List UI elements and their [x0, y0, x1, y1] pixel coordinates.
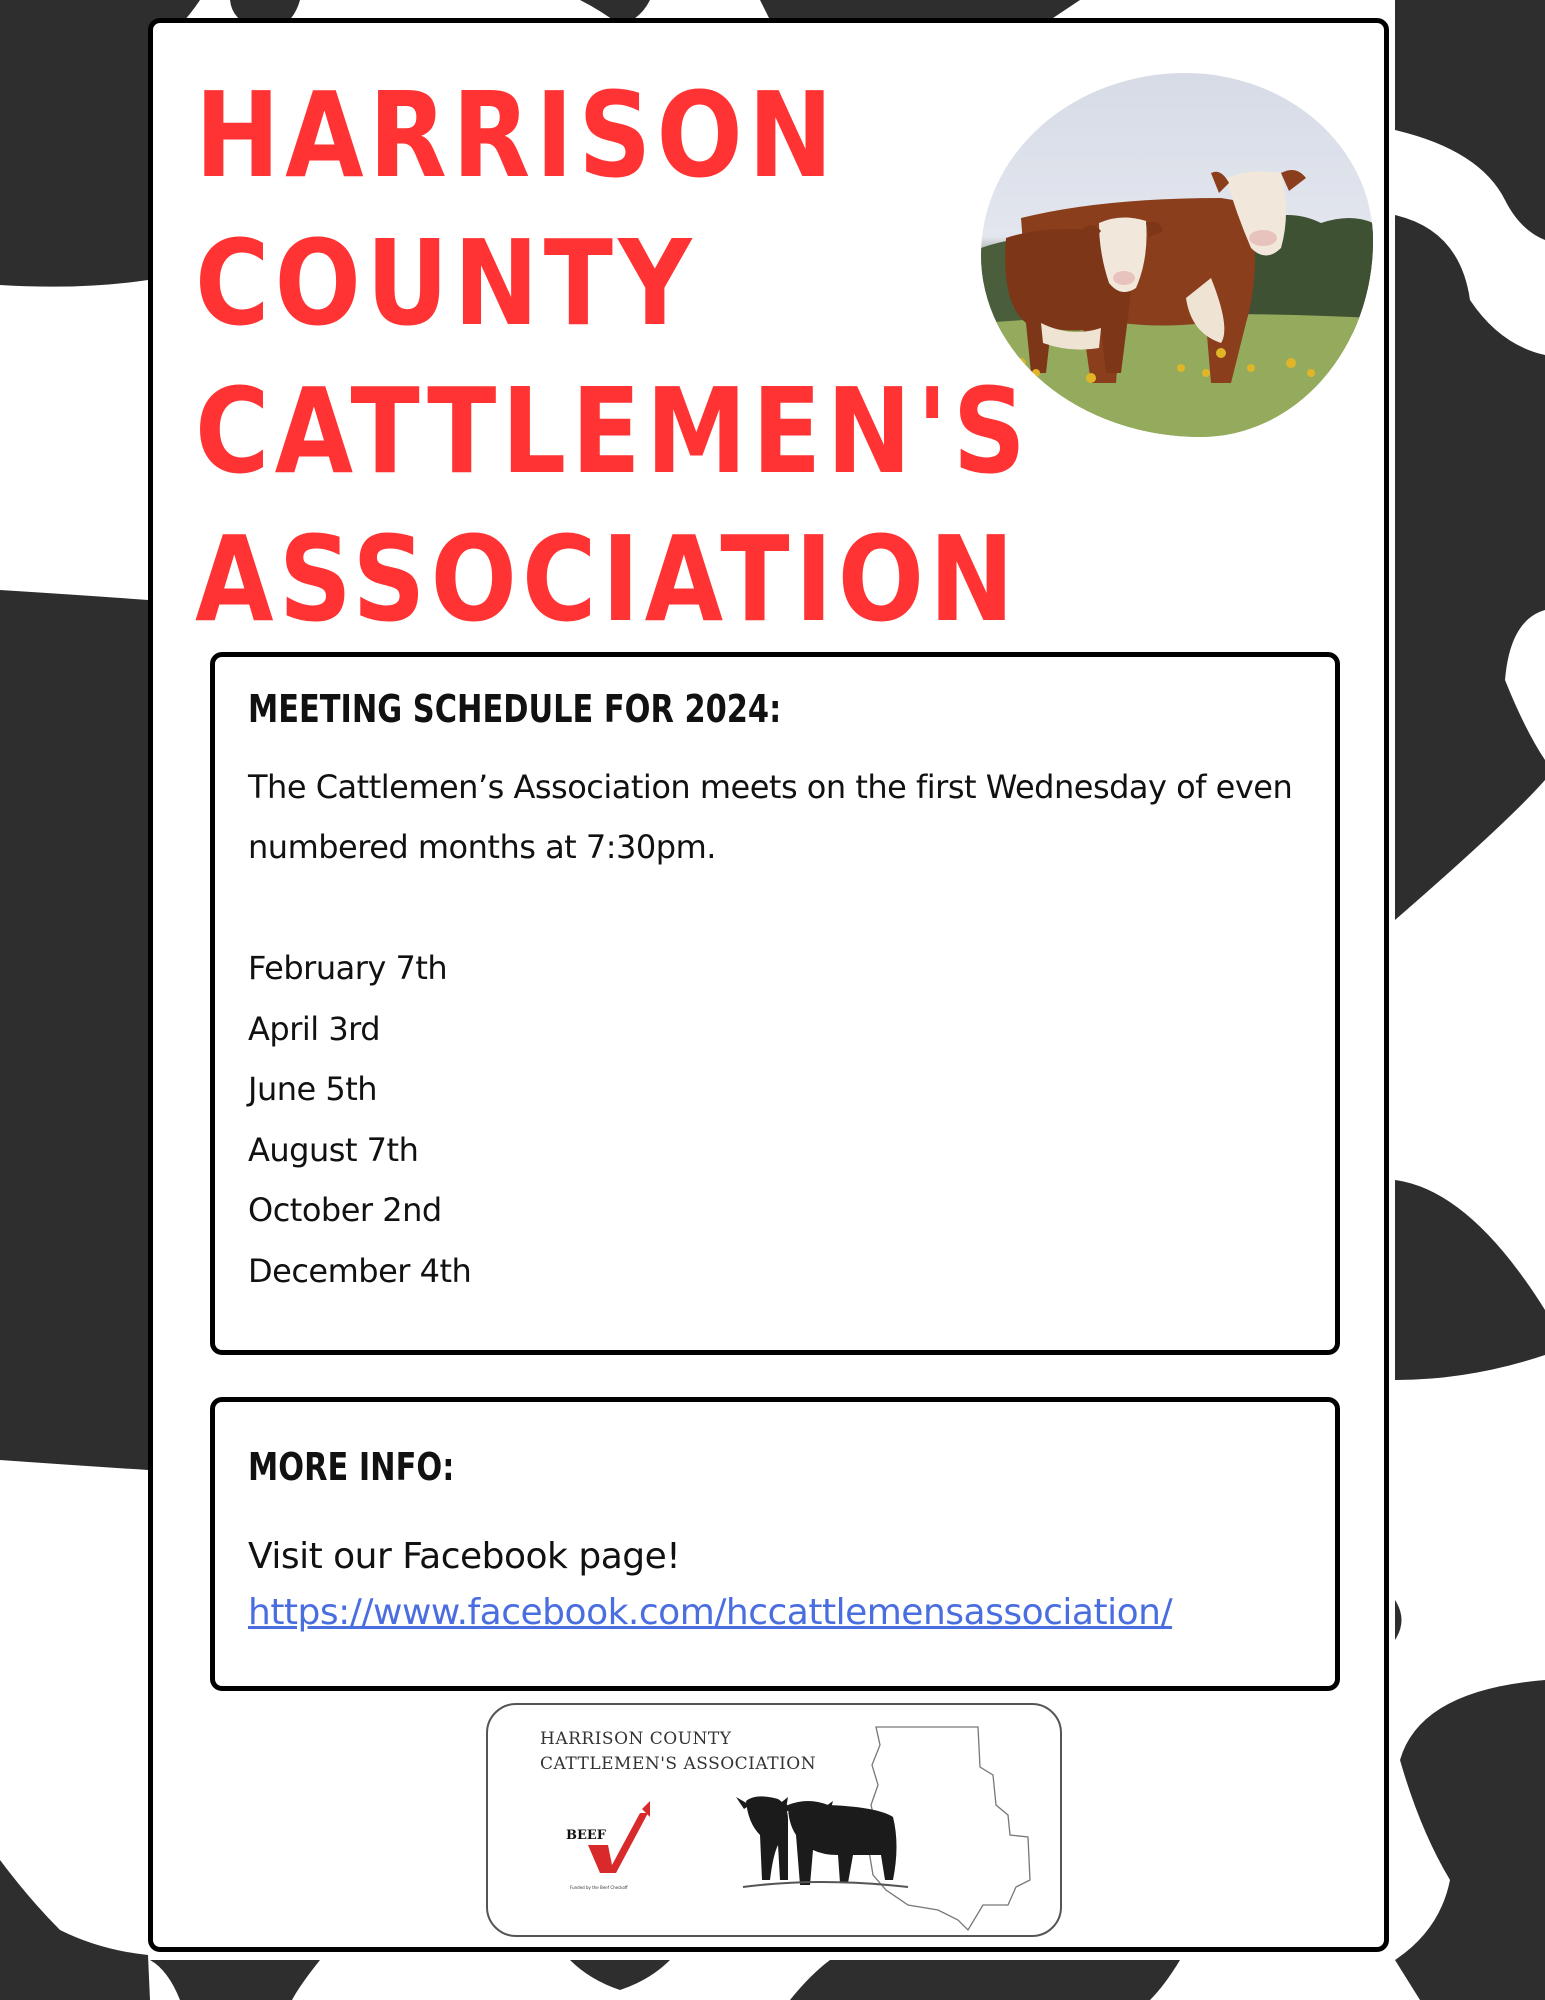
svg-text:Funded by the Beef Checkoff: Funded by the Beef Checkoff — [570, 1885, 628, 1890]
svg-text:BEEF: BEEF — [566, 1828, 607, 1843]
meeting-date: February 7th — [248, 949, 448, 987]
meeting-date: April 3rd — [248, 1009, 381, 1048]
more-info-panel — [210, 1397, 1340, 1691]
meeting-schedule-panel — [210, 652, 1340, 1355]
meeting-date: August 7th — [248, 1130, 419, 1169]
logo-org-line-1: HARRISON COUNTY — [540, 1729, 732, 1749]
more-info-heading: MORE INFO: — [248, 1445, 455, 1489]
title-line-3: CATTLEMEN'S — [195, 362, 1032, 500]
black-angus-calves-icon — [736, 1796, 908, 1887]
meeting-date: June 5th — [248, 1070, 378, 1108]
facebook-link[interactable]: https://www.facebook.com/hccattlemensassociation/ — [248, 1592, 1173, 1633]
title-line-2: COUNTY — [195, 214, 697, 352]
association-logo — [486, 1703, 1062, 1937]
flyer-card — [148, 18, 1389, 1952]
page-title — [195, 61, 1031, 653]
logo-org-line-2: CATTLEMEN'S ASSOCIATION — [540, 1754, 817, 1774]
meeting-dates-list — [248, 938, 471, 1301]
schedule-heading: MEETING SCHEDULE FOR 2024: — [248, 687, 782, 731]
facebook-prompt: Visit our Facebook page! — [248, 1536, 681, 1577]
title-line-4: ASSOCIATION — [195, 510, 1020, 648]
meeting-date: October 2nd — [248, 1191, 442, 1229]
schedule-intro: The Cattlemen’s Association meets on the first Wednesday of even numbered months at 7:30pm. — [248, 768, 1293, 866]
meeting-date: December 4th — [248, 1251, 472, 1290]
beef-checkoff-icon — [566, 1801, 650, 1890]
hereford-cows-photo — [981, 73, 1373, 437]
title-line-1: HARRISON — [195, 66, 839, 204]
